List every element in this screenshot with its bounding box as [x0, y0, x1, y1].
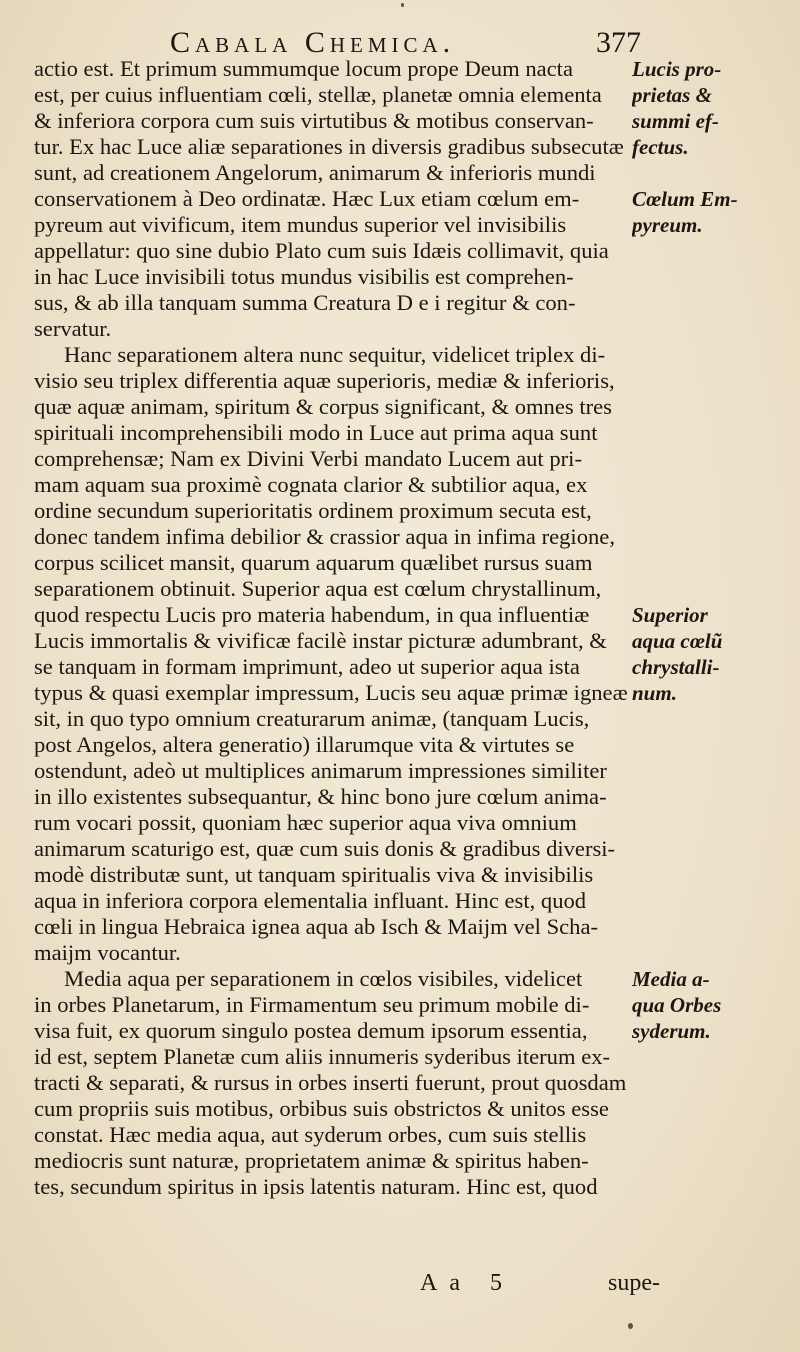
marginal-note-line	[632, 498, 798, 524]
text-line: comprehensæ; Nam ex Divini Verbi mandato Lucem aut pri-	[34, 446, 582, 471]
marginal-note-line	[632, 784, 798, 810]
body-text	[34, 56, 644, 1200]
marginal-note-line	[632, 238, 798, 264]
marginal-note-line: Lucis pro-	[632, 57, 722, 81]
text-line: se tanquam in formam imprimunt, adeo ut superior aqua ista	[34, 654, 580, 679]
catchword: supe-	[608, 1270, 660, 1296]
marginal-note-line	[632, 420, 798, 446]
ink-speck	[628, 1323, 633, 1329]
marginal-notes	[632, 56, 798, 1044]
marginal-note-line	[632, 394, 798, 420]
marginal-note-line	[632, 368, 798, 394]
marginal-note-line: syderum.	[632, 1019, 711, 1043]
marginal-note-line	[632, 524, 798, 550]
text-line: tracti & separati, & rursus in orbes inserti fuerunt, prout quosdam	[34, 1070, 627, 1095]
text-line: sunt, ad creationem Angelorum, animarum & inferioris mundi	[34, 160, 596, 185]
marginal-note-line: summi ef-	[632, 109, 719, 133]
text-line: cœli in lingua Hebraica ignea aqua ab Isch & Maijm vel Scha-	[34, 914, 599, 939]
marginal-note-line	[632, 264, 798, 290]
marginal-note-line	[632, 290, 798, 316]
text-line: typus & quasi exemplar impressum, Lucis seu aquæ primæ igneæ	[34, 680, 628, 705]
marginal-note-line	[632, 342, 798, 368]
marginal-note-line	[632, 758, 798, 784]
text-line: separationem obtinuit. Superior aqua est cœlum chrystallinum,	[34, 576, 602, 601]
text-line: modè distributæ sunt, ut tanquam spiritualis viva & invisibilis	[34, 862, 594, 887]
marginal-note-line: chrystalli-	[632, 655, 720, 679]
text-line: corpus scilicet mansit, quarum aquarum quælibet rursus suam	[34, 550, 593, 575]
marginal-note-line	[632, 472, 798, 498]
text-line: & inferiora corpora cum suis virtutibus & motibus conservan-	[34, 108, 594, 133]
text-line: pyreum aut vivificum, item mundus superior vel invisibilis	[34, 212, 567, 237]
text-line: cum propriis suis motibus, orbibus suis obstrictos & unitos esse	[34, 1096, 609, 1121]
text-line: Lucis immortalis & vivificæ facilè instar picturæ adumbrant, &	[34, 628, 607, 653]
text-line: visa fuit, ex quorum singulo postea demum ipsorum essentia,	[34, 1018, 588, 1043]
marginal-note-line	[632, 446, 798, 472]
text-line: actio est. Et primum summumque locum prope Deum nacta	[34, 56, 573, 81]
marginal-note-line: aqua cœlũ	[632, 629, 723, 653]
text-line: in orbes Planetarum, in Firmamentum seu primum mobile di-	[34, 992, 590, 1017]
marginal-note-line	[632, 550, 798, 576]
text-line: constat. Hæc media aqua, aut syderum orbes, cum suis stellis	[34, 1122, 587, 1147]
marginal-note-line: Superior	[632, 603, 708, 627]
text-line: in illo existentes subsequantur, & hinc bono jure cœlum anima-	[34, 784, 607, 809]
text-line: in hac Luce invisibili totus mundus visibilis est comprehen-	[34, 264, 574, 289]
marginal-note-line	[632, 706, 798, 732]
text-line: id est, septem Planetæ cum aliis innumeris syderibus iterum ex-	[34, 1044, 611, 1069]
marginal-note-line	[632, 862, 798, 888]
marginal-note-line: qua Orbes	[632, 993, 722, 1017]
marginal-note-line	[632, 888, 798, 914]
marginal-note-line	[632, 810, 798, 836]
marginal-note-line: Cœlum Em-	[632, 187, 738, 211]
text-line: ordine secundum superioritatis ordinem proximum secuta est,	[34, 498, 592, 523]
running-head: Cabala Chemica.	[170, 26, 456, 59]
text-line: Media aqua per separationem in cœlos visibiles, videlicet	[64, 966, 583, 991]
page-number: 377	[596, 26, 641, 59]
text-line: tes, secundum spiritus in ipsis latentis naturam. Hinc est, quod	[34, 1174, 598, 1199]
text-line: mediocris sunt naturæ, proprietatem animæ & spiritus haben-	[34, 1148, 589, 1173]
marginal-note-line: fectus.	[632, 135, 689, 159]
text-line: quæ aquæ animam, spiritum & corpus significant, & omnes tres	[34, 394, 612, 419]
marginal-note-line	[632, 732, 798, 758]
marginal-note-line: prietas &	[632, 83, 712, 107]
marginal-note-line: pyreum.	[632, 213, 703, 237]
marginal-note-line: num.	[632, 681, 677, 705]
text-line: tur. Ex hac Luce aliæ separationes in diversis gradibus subsecutæ	[34, 134, 624, 159]
text-line: servatur.	[34, 316, 112, 341]
marginal-note-line	[632, 316, 798, 342]
text-line: sit, in quo typo omnium creaturarum animæ, (tanquam Lucis,	[34, 706, 590, 731]
text-line: maijm vocantur.	[34, 940, 181, 965]
marginal-note-line	[632, 836, 798, 862]
text-line: ostendunt, adeò ut multiplices animarum impressiones similiter	[34, 758, 607, 783]
text-line: aqua in inferiora corpora elementalia influant. Hinc est, quod	[34, 888, 587, 913]
text-line: Hanc separationem altera nunc sequitur, videlicet triplex di-	[64, 342, 606, 367]
signature-mark: Aa 5	[420, 1270, 514, 1296]
text-line: mam aquam sua proximè cognata clarior & subtilior aqua, ex	[34, 472, 588, 497]
text-line: post Angelos, altera generatio) illarumque vita & virtutes se	[34, 732, 575, 757]
text-line: est, per cuius influentiam cœli, stellæ, planetæ omnia elementa	[34, 82, 602, 107]
text-line: appellatur: quo sine dubio Plato cum suis Idæis collimavit, quia	[34, 238, 609, 263]
marginal-note-line	[632, 940, 798, 966]
text-line: conservationem à Deo ordinatæ. Hæc Lux etiam cœlum em-	[34, 186, 580, 211]
text-line: quod respectu Lucis pro materia habendum, in qua influentiæ	[34, 602, 590, 627]
text-line: donec tandem infima debilior & crassior aqua in infima regione,	[34, 524, 615, 549]
text-line: sus, & ab illa tanquam summa Creatura D e i regitur & con-	[34, 290, 576, 315]
page-footer	[0, 1270, 800, 1300]
marginal-note-line: Media a-	[632, 967, 710, 991]
marginal-note-line	[632, 160, 798, 186]
text-line: visio seu triplex differentia aquæ superioris, mediæ & inferioris,	[34, 368, 615, 393]
marginal-note-line	[632, 914, 798, 940]
marginal-note-line	[632, 576, 798, 602]
text-line: animarum scaturigo est, quæ cum suis donis & gradibus diversi-	[34, 836, 616, 861]
text-line: rum vocari possit, quoniam hæc superior aqua viva omnium	[34, 810, 577, 835]
text-line: spirituali incomprehensibili modo in Luce aut prima aqua sunt	[34, 420, 598, 445]
ink-speck	[401, 3, 404, 7]
